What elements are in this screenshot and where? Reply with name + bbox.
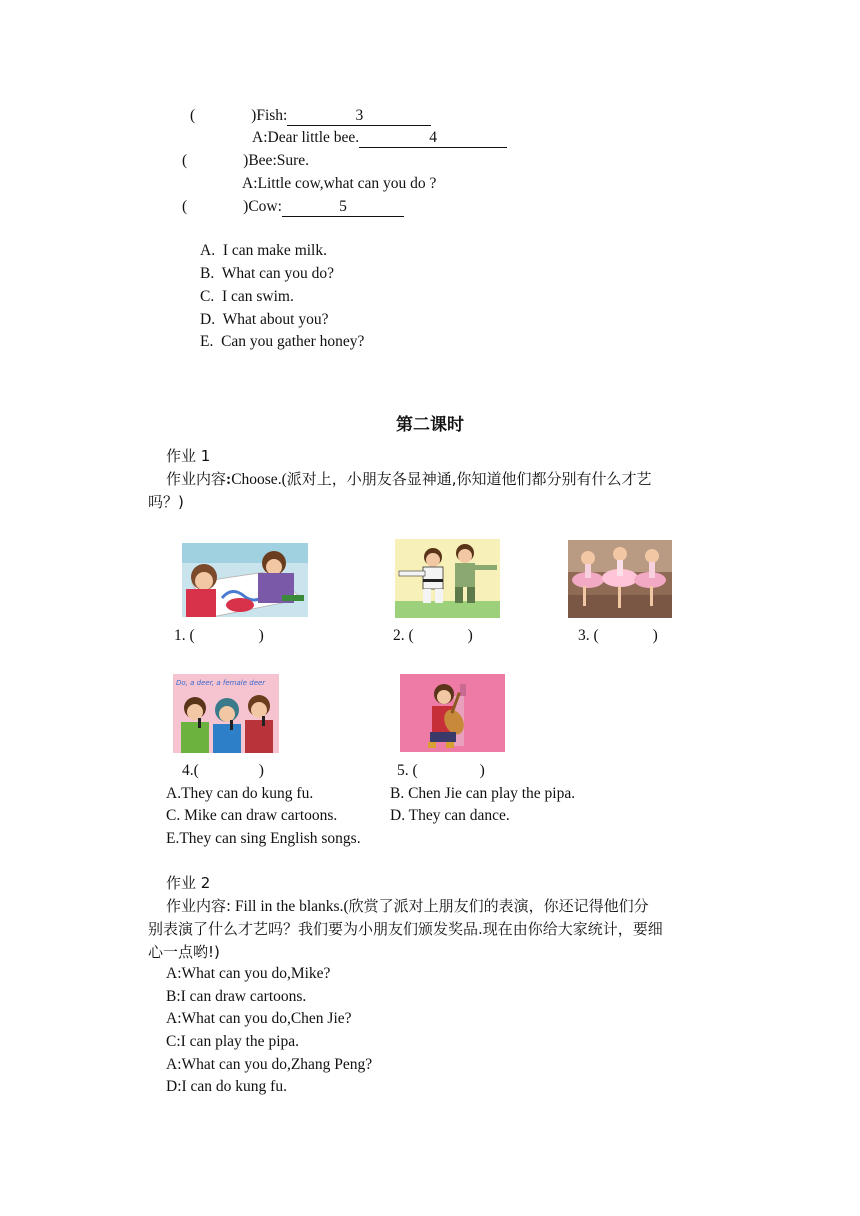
- cow-prompt: A:Little cow,what can you do ?: [242, 175, 437, 192]
- bee-prompt: A:Dear little bee.: [252, 129, 360, 146]
- hw2-label: 作业 2: [166, 874, 211, 892]
- choice-e: E.They can sing English songs.: [166, 830, 361, 847]
- bee-prompt-line: [252, 128, 507, 148]
- cow-line: [182, 197, 404, 217]
- hw2-dialogue-line: A:What can you do,Mike?: [166, 965, 331, 982]
- option-b: B. What can you do?: [200, 265, 335, 282]
- item-2: 2. ( ): [393, 627, 473, 644]
- picture-drawing-cartoons: [182, 543, 308, 617]
- option-e: E. Can you gather honey?: [200, 333, 365, 350]
- bee-line: [182, 151, 309, 171]
- answer-paren-close: ): [243, 152, 249, 169]
- hw2-instructions: 作业内容: Fill in the blanks.(欣赏了派对上朋友们的表演，你还记得他们分: [166, 897, 649, 915]
- answer-paren-close: ): [243, 198, 249, 215]
- cow-prompt-line: [242, 174, 436, 194]
- blank-3[interactable]: 3: [287, 107, 431, 126]
- item-4: 4.( ): [182, 762, 264, 779]
- picture-singing-text: Do, a deer, a female deer: [176, 679, 266, 687]
- choice-b: B. Chen Jie can play the pipa.: [390, 785, 576, 802]
- option-d: D. What about you?: [200, 311, 329, 328]
- section-title: 第二课时: [396, 415, 464, 435]
- fish-line: [190, 106, 431, 126]
- item-5: 5. ( ): [397, 762, 485, 779]
- bee-label: Bee:Sure.: [248, 152, 310, 169]
- answer-paren-open: (: [190, 107, 196, 124]
- option-c: C. I can swim.: [200, 288, 294, 305]
- answer-paren-close: ): [251, 107, 257, 124]
- hw1-label: 作业 1: [166, 447, 211, 465]
- picture-kung-fu: [395, 539, 500, 618]
- answer-paren-open: (: [182, 152, 188, 169]
- blank-5[interactable]: 5: [282, 198, 404, 217]
- hw2-dialogue-line: A:What can you do,Chen Jie?: [166, 1010, 352, 1027]
- picture-singing: [173, 674, 279, 753]
- fish-label: Fish:: [256, 107, 288, 124]
- cow-label: Cow:: [248, 198, 282, 215]
- hw2-dialogue-line: C:I can play the pipa.: [166, 1033, 299, 1050]
- item-1: 1. ( ): [174, 627, 264, 644]
- choice-d: D. They can dance.: [390, 807, 510, 824]
- answer-paren-open: (: [182, 198, 188, 215]
- choice-c: C. Mike can draw cartoons.: [166, 807, 338, 824]
- hw2-dialogue-line: A:What can you do,Zhang Peng?: [166, 1056, 373, 1073]
- hw1-instructions-cont: 吗？): [148, 493, 184, 511]
- hw2-instructions-end: 心一点哟!): [148, 943, 220, 961]
- hw1-instructions: 作业内容:Choose.(派对上，小朋友各显神通,你知道他们都分别有什么才艺: [166, 470, 652, 488]
- hw2-instructions-cont: 别表演了什么才艺吗？我们要为小朋友们颁发奖品.现在由你给大家统计，要细: [148, 920, 663, 938]
- picture-pipa: [400, 674, 505, 752]
- item-3: 3. ( ): [578, 627, 658, 644]
- hw2-dialogue-line: B:I can draw cartoons.: [166, 988, 307, 1005]
- hw2-dialogue-line: D:I can do kung fu.: [166, 1078, 287, 1095]
- option-a: A. I can make milk.: [200, 242, 327, 259]
- picture-dance: [568, 540, 672, 618]
- blank-4[interactable]: 4: [359, 129, 507, 148]
- choice-a: A.They can do kung fu.: [166, 785, 314, 802]
